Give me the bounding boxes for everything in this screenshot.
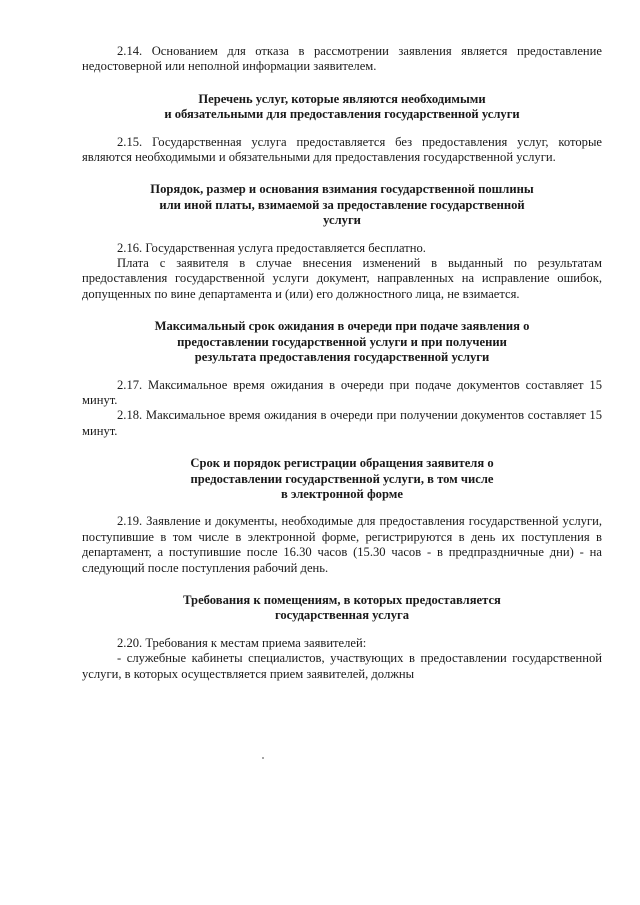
paragraph-2-15: 2.15. Государственная услуга предоставляется без предоставления услуг, которые являются необходимыми и обязательными для предоставления государственной услуги. — [82, 134, 602, 165]
heading-fee-line-3: услуги — [323, 213, 361, 228]
paragraph-2-17: 2.17. Максимальное время ожидания в очереди при подаче документов составляет 15 минут. — [82, 377, 602, 407]
heading-registration-line-3: в электронной форме — [281, 486, 403, 501]
document-page — [82, 44, 602, 682]
heading-premises-line-2: государственная услуга — [274, 608, 410, 623]
paragraph-2-16: 2.16. Государственная услуга предоставляется бесплатно. — [117, 240, 426, 255]
paragraph-2-18: 2.18. Максимальное время ожидания в очереди при получении документов составляет 15 минут. — [82, 408, 602, 438]
heading-queue-line-3: результата предоставления государственной услуги — [194, 350, 490, 365]
heading-fee-line-2: или иной платы, взимаемой за предоставление государственной — [159, 197, 525, 212]
heading-fee-line-1: Порядок, размер и основания взимания государственной пошлины — [150, 182, 534, 197]
heading-services-line-2: и обязательными для предоставления государственной услуги — [164, 107, 520, 122]
heading-queue-line-2: предоставлении государственной услуги и при получении — [177, 334, 507, 349]
paragraph-2-14: 2.14. Основанием для отказа в рассмотрении заявления является предоставление недостоверной или неполной информации заявителем. — [82, 44, 602, 74]
paragraph-2-20-offices: - служебные кабинеты специалистов, участвующих в предоставлении государственной услуги, в которых осуществляется прием заявителей, должны — [82, 651, 602, 681]
paragraph-2-16-fee: Плата с заявителя в случае внесения изменений в выданный по результатам предоставления государственной услуги документ, направленных на исправление ошибок, допущенных по вине департамента и (или) его должностного лица, не взимается. — [82, 256, 602, 301]
heading-registration-line-1: Срок и порядок регистрации обращения заявителя о — [190, 456, 494, 471]
scan-speck — [262, 757, 264, 759]
paragraph-2-20: 2.20. Требования к местам приема заявителей: — [117, 635, 367, 650]
heading-premises-line-1: Требования к помещениям, в которых предоставляется — [183, 592, 501, 607]
heading-queue-line-1: Максимальный срок ожидания в очереди при подаче заявления о — [154, 319, 530, 334]
heading-services-line-1: Перечень услуг, которые являются необходимыми — [198, 91, 486, 106]
heading-registration-line-2: предоставлении государственной услуги, в том числе — [190, 471, 494, 486]
paragraph-2-19: 2.19. Заявление и документы, необходимые для предоставления государственной услуги, поступившие в том числе в электронной форме, регистрируются в день их поступления в департамент, а поступившие после 16.30 часов (15.30 часов - в предпраздничные дни) - на следующий после поступления рабочий день. — [82, 514, 602, 575]
